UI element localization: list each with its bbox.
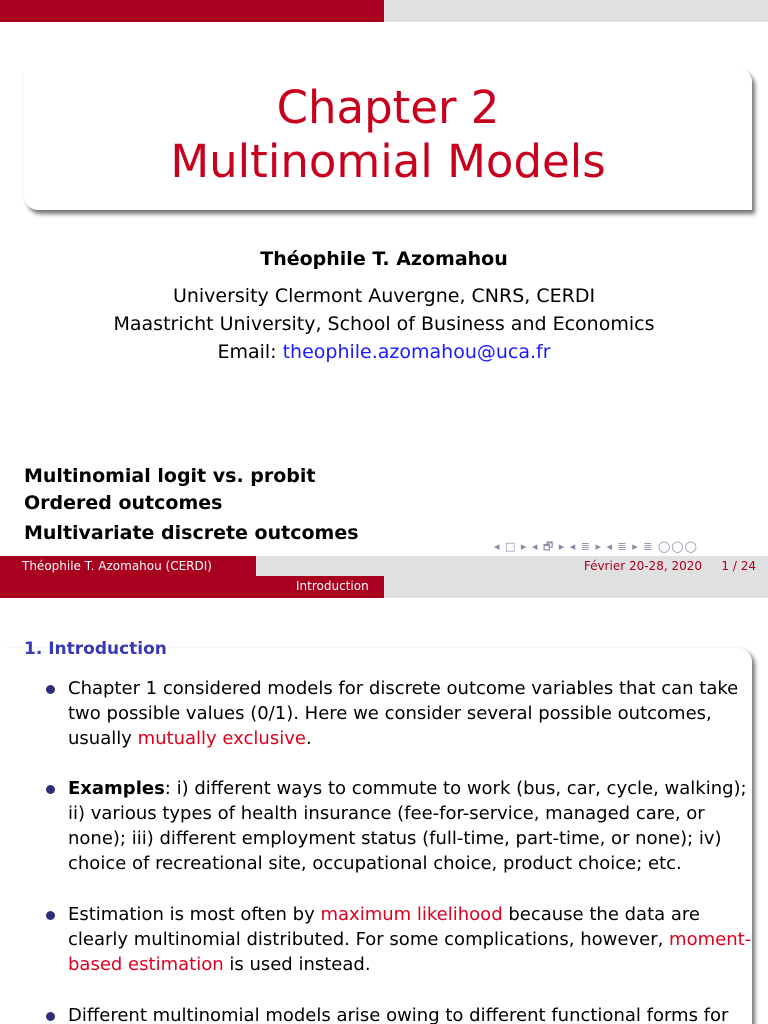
bullet2-bold: Examples <box>68 778 165 799</box>
bullet1-emphasis: mutually exclusive <box>137 728 306 749</box>
email-label: Email: <box>217 341 283 363</box>
bullet-models: Different multinomial models arise owing to different functional forms for <box>68 1003 758 1024</box>
bullet2-text: : i) different ways to commute to work (bus, car, cycle, walking); ii) various types of health insurance (fee-for-service, managed care, or none); iii) different employment status (full-time, part-time, or none); iv) choice of recreational site, occupational choice, product choice; etc. <box>68 778 747 874</box>
bullet3-mid: because the data are clearly multinomial distributed. For some complications, however, <box>68 904 700 950</box>
header-bar-accent <box>0 0 384 22</box>
bullet3-emphasis-1: maximum likelihood <box>320 904 503 925</box>
footer-date: Février 20-28, 2020 <box>583 559 702 573</box>
title-block <box>24 68 752 210</box>
bullet-examples <box>68 776 758 876</box>
bullet3-pre: Estimation is most often by <box>68 904 321 925</box>
bullet1-end: . <box>305 728 312 749</box>
bullet3-emphasis-2: moment-based estimation <box>68 929 752 975</box>
frame-title: 1. Introduction <box>24 639 167 659</box>
bullet3-post: is used instead. <box>223 954 371 975</box>
chapter-title: Chapter 2 <box>276 81 500 134</box>
chapter-subtitle: Multinomial Models <box>170 135 606 188</box>
section-label[interactable]: Introduction <box>296 579 369 593</box>
toc-item-multinomial-logit[interactable]: Multinomial logit vs. probit <box>24 465 316 487</box>
bullet-estimation <box>68 902 758 977</box>
affiliation-1: University Clermont Auvergne, CNRS, CERDI <box>172 285 596 307</box>
toc-item-ordered-outcomes[interactable]: Ordered outcomes <box>24 492 223 514</box>
section-header-bar <box>0 576 768 598</box>
beamer-navigation-icons[interactable]: ◂ □ ▸ ◂ 🗗 ▸ ◂ ≣ ▸ ◂ ≣ ▸ ≣ ◯◯◯ <box>494 540 698 553</box>
top-header-bar <box>0 0 768 22</box>
author-name: Théophile T. Azomahou <box>260 248 508 270</box>
bullet1-text: Chapter 1 considered models for discrete outcome variables that can take two possible values (0/1). Here we consider several possible outcomes, usually <box>68 678 739 749</box>
email-link[interactable]: theophile.azomahou@uca.fr <box>282 341 551 363</box>
bullet-chapter1 <box>68 676 758 751</box>
email-line <box>0 341 768 363</box>
affiliation-2: Maastricht University, School of Business and Economics <box>113 313 655 335</box>
slide-footer <box>0 556 768 576</box>
toc-item-multivariate-outcomes[interactable]: Multivariate discrete outcomes <box>24 522 359 544</box>
footer-author: Théophile T. Azomahou (CERDI) <box>0 556 256 576</box>
footer-page-number: 1 / 24 <box>721 559 756 573</box>
